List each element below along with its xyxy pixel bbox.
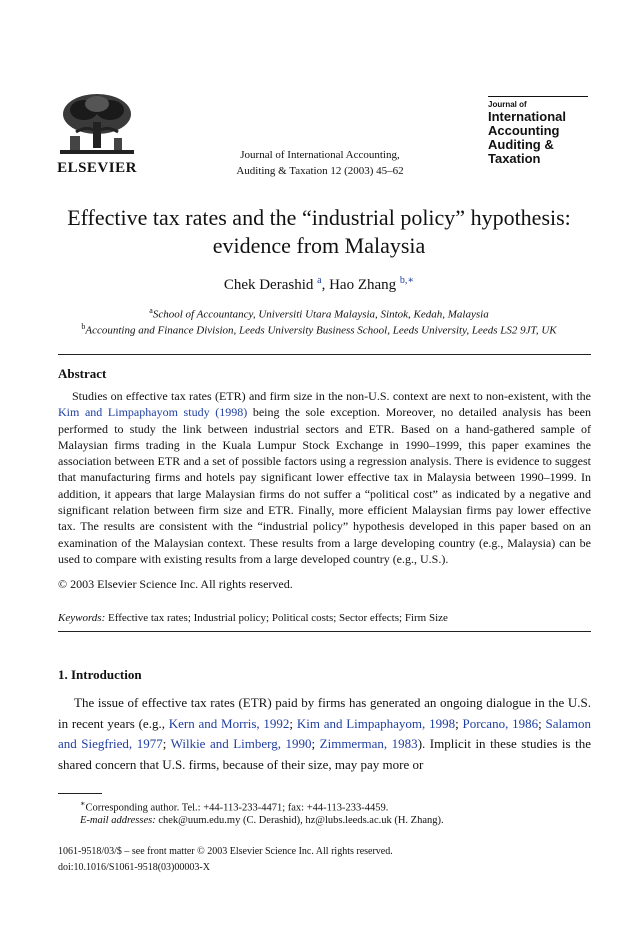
keywords	[58, 612, 591, 624]
journal-box-line: Accounting	[488, 123, 560, 138]
abstract-text-part: being the sole exception. Moreover, no detailed analysis has been performed to study the link between industrial sectors and ETR. Based on a hand-gathered sample of Malaysian firms trading in the Kuala Lumpur Stock Exchange in 1990–1999, this paper examines the association between ETR and a set of possible factors using a regression analysis. There is evidence to suggest that manufacturing firms and hotels pay significant lower effective tax in Malaysia between 1990–1999. In addition, it appears that large Malaysian firms do not suffer a “political cost” as indicated by a negative and significant relation between firm size and ETR. Finally, more efficient Malaysian firms pay lower effective tax. The results are consistent with the “industrial policy” hypothesis developed in this paper based on an examination of the Malaysian context. These results from a large developing country (e.g., Malaysia) can be used to compare with existing results from a large developed country (e.g., U.S.).	[58, 405, 592, 566]
journal-box-line: Taxation	[488, 151, 541, 166]
citation-link[interactable]: Salamon and Siegfried, 1977	[58, 715, 591, 751]
introduction-text	[58, 693, 591, 775]
footnote-text: Corresponding author. Tel.: +44-113-233-4471; fax: +44-113-233-4459.	[85, 802, 389, 814]
copyright-notice: © 2003 Elsevier Science Inc. All rights reserved.	[58, 577, 293, 591]
separator: ;	[162, 736, 171, 751]
citation-link[interactable]: Kim and Limpaphayom study (1998)	[58, 405, 248, 420]
affiliation-a	[40, 306, 598, 321]
elsevier-logo	[56, 92, 138, 177]
title-line: Effective tax rates and the “industrial policy” hypothesis:	[67, 205, 571, 230]
email-label: E-mail addresses:	[80, 815, 156, 826]
affiliation-label: b	[81, 322, 86, 331]
affiliation-marker[interactable]: a	[317, 275, 322, 286]
divider	[488, 96, 588, 97]
footnote-marker: ∗	[80, 799, 86, 808]
footnote-email	[58, 815, 591, 826]
citation-link[interactable]: Porcano, 1986	[462, 715, 539, 731]
email-addresses[interactable]: chek@uum.edu.my (C. Derashid), hz@lubs.leeds.ac.uk (H. Zhang).	[158, 815, 444, 826]
abstract-text-part: Studies on effective tax rates (ETR) and firm size in the non-U.S. context are next to non-existent, with the	[72, 389, 591, 403]
affiliation-text: Accounting and Finance Division, Leeds University Business School, Leeds University, Leeds LS2 9JT, UK	[85, 324, 557, 337]
title-line: evidence from Malaysia	[212, 233, 426, 258]
author-name: Hao Zhang	[329, 277, 397, 293]
separator: ;	[311, 736, 320, 751]
section-heading: 1. Introduction	[58, 667, 142, 682]
abstract-text	[58, 388, 591, 567]
separator: ;	[289, 715, 297, 731]
citation-link[interactable]: Wilkie and Limberg, 1990	[170, 736, 312, 751]
footnote-corresponding	[58, 799, 591, 814]
publisher-name: ELSEVIER	[57, 160, 137, 176]
author-separator: ,	[321, 277, 326, 293]
affiliation-text: School of Accountancy, Universiti Utara Malaysia, Sintok, Kedah, Malaysia	[152, 308, 489, 321]
journal-box-line: International	[488, 109, 567, 124]
footnote-divider	[58, 793, 102, 794]
citation-link[interactable]: Zimmerman, 1983	[319, 736, 418, 751]
body-text: ). Implicit in these studies is the shared concern that U.S. firms, because of their size, may pay more or	[58, 736, 591, 772]
author-list	[40, 275, 598, 294]
affiliation-marker[interactable]: b,∗	[399, 275, 415, 286]
journal-citation-line: Auditing & Taxation 12 (2003) 45–62	[236, 165, 404, 177]
issn-line: 1061-9518/03/$ – see front matter © 2003 Elsevier Science Inc. All rights reserved.	[58, 846, 393, 857]
divider	[58, 631, 591, 632]
separator: ;	[538, 715, 546, 731]
journal-box-line: Auditing &	[488, 137, 554, 152]
affiliation-b	[40, 322, 598, 337]
author-name: Chek Derashid	[223, 277, 314, 293]
keywords-text: Effective tax rates; Industrial policy; Political costs; Sector effects; Firm Size	[108, 612, 448, 624]
journal-citation	[200, 147, 440, 179]
elsevier-tree-icon	[56, 92, 138, 158]
doi-line[interactable]: doi:10.1016/S1061-9518(03)00003-X	[58, 862, 210, 873]
body-text: The issue of effective tax rates (ETR) paid by firms has generated an ongoing dialogue in the U.S. in recent years (e.g.,	[58, 695, 591, 731]
separator: ;	[455, 715, 463, 731]
affiliation-label: a	[149, 306, 153, 315]
abstract-heading: Abstract	[58, 366, 107, 381]
keywords-label: Keywords:	[58, 612, 106, 624]
citation-link[interactable]: Kim and Limpaphayom, 1998	[296, 715, 456, 731]
journal-box-small: Journal of	[488, 100, 527, 109]
article-title	[40, 204, 598, 260]
citation-link[interactable]: Kern and Morris, 1992	[168, 715, 290, 731]
journal-title-box	[488, 96, 588, 166]
journal-citation-line: Journal of International Accounting,	[240, 149, 400, 161]
divider	[58, 354, 591, 355]
